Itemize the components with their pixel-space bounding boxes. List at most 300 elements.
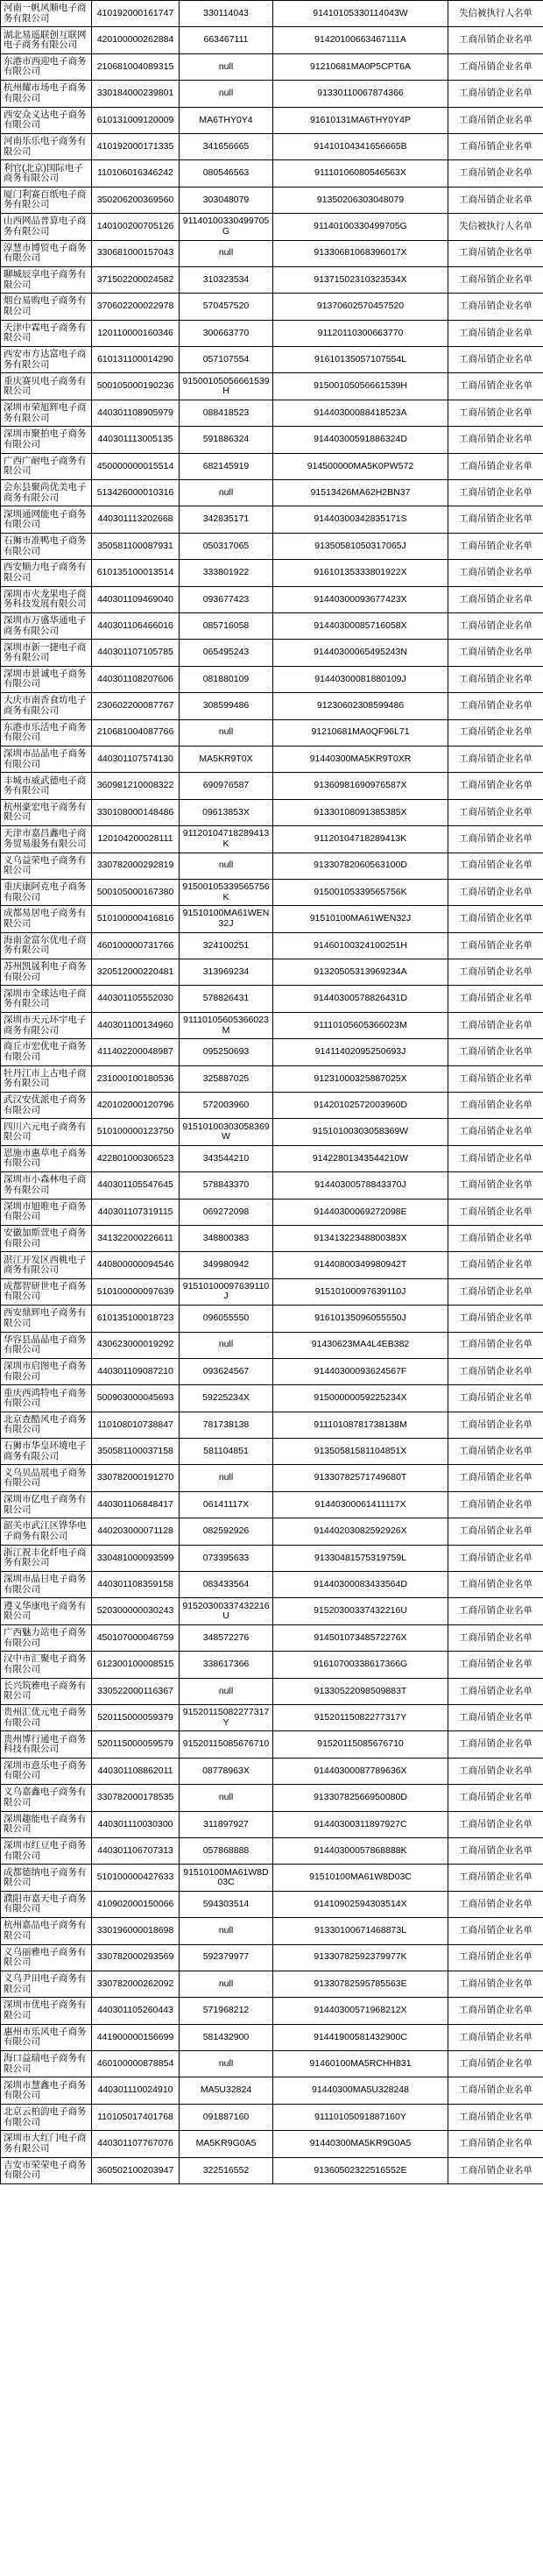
credit-code-cell: 91330782571749680T	[273, 1465, 448, 1491]
credit-code-cell: 91450107348572276X	[273, 1624, 448, 1651]
company-name-cell: 深圳市意乐电子商务有限公司	[1, 1758, 92, 1784]
company-name-cell: 汉中市汇聚电子商务有限公司	[1, 1652, 92, 1678]
company-name-cell: 重庆西鸿特电子商务有限公司	[1, 1385, 92, 1412]
table-row	[1, 693, 543, 719]
table-row	[1, 640, 543, 666]
company-name-cell: 深圳市景诚电子商务有限公司	[1, 666, 92, 692]
registration-number-cell: 610131009120009	[92, 107, 180, 133]
organization-code-cell: 085716058	[180, 612, 273, 639]
registration-number-cell: 612300100008515	[92, 1652, 180, 1678]
credit-code-cell: 91210681MA0P5CPT6A	[273, 53, 448, 80]
credit-code-cell: 91440300069272098E	[273, 1199, 448, 1225]
organization-code-cell: 08778963X	[180, 1758, 273, 1784]
registration-number-cell: 440301105260443	[92, 1998, 180, 2024]
registration-number-cell: 350206200369560	[92, 187, 180, 213]
table-row	[1, 1944, 543, 1971]
organization-code-cell: 91510100MA61W8D03C	[180, 1865, 273, 1891]
organization-code-cell: 591886324	[180, 427, 273, 453]
table-row	[1, 773, 543, 799]
credit-code-cell: 91500000059225234X	[273, 1385, 448, 1412]
credit-code-cell: 91440300311897927C	[273, 1811, 448, 1837]
organization-code-cell: 330114043	[180, 1, 273, 27]
company-name-cell: 恩施市惠草电子商务有限公司	[1, 1145, 92, 1171]
organization-code-cell: 088418523	[180, 400, 273, 426]
table-row	[1, 27, 543, 53]
registration-number-cell: 440301110030300	[92, 1811, 180, 1837]
credit-code-cell: 91410104341656665B	[273, 133, 448, 159]
company-name-cell: 吉安市荣荣电子商务有限公司	[1, 2157, 92, 2183]
company-name-cell: 深圳市大红门电子商务有限公司	[1, 2131, 92, 2157]
registration-number-cell: 330782000292819	[92, 853, 180, 879]
organization-code-cell: 095250693	[180, 1039, 273, 1065]
company-name-cell: 浙江祝丰化纤电子商务有限公司	[1, 1545, 92, 1571]
company-name-cell: 成都易居电子商务有限公司	[1, 906, 92, 932]
registration-number-cell: 440203000071128	[92, 1518, 180, 1545]
status-cell: 工商吊销企业名单	[448, 1278, 543, 1305]
table-row	[1, 560, 543, 586]
organization-code-cell: 59225234X	[180, 1385, 273, 1412]
registration-number-cell: 513426000010316	[92, 480, 180, 506]
organization-code-cell: 342835171	[180, 506, 273, 533]
status-cell: 失信被执行人名单	[448, 214, 543, 240]
table-row	[1, 1439, 543, 1465]
company-name-cell: 韶关市武江区铧华电子商务有限公司	[1, 1518, 92, 1545]
organization-code-cell: 057107554	[180, 347, 273, 373]
organization-code-cell: 91510100097639110J	[180, 1278, 273, 1305]
company-name-cell: 淳慧市博贸电子商务有限公司	[1, 240, 92, 266]
company-name-cell: 广西魅力站电子商务有限公司	[1, 1624, 92, 1651]
registration-number-cell: 510100000427633	[92, 1865, 180, 1891]
organization-code-cell: 682145919	[180, 453, 273, 479]
company-name-cell: 深圳市品晶电子商务有限公司	[1, 746, 92, 772]
credit-code-cell: 91330782592379977K	[273, 1944, 448, 1971]
organization-code-cell: 324100251	[180, 932, 273, 959]
table-row	[1, 266, 543, 293]
status-cell: 工商吊销企业名单	[448, 959, 543, 986]
registration-number-cell: 610135100013514	[92, 560, 180, 586]
table-row	[1, 1971, 543, 1997]
status-cell: 工商吊销企业名单	[448, 2104, 543, 2130]
organization-code-cell: 592379977	[180, 1944, 273, 1971]
credit-code-cell: 91440300342835171S	[273, 506, 448, 533]
registration-number-cell: 231000100180536	[92, 1065, 180, 1092]
status-cell: 工商吊销企业名单	[448, 1785, 543, 1811]
registration-number-cell: 370602200022978	[92, 294, 180, 320]
registration-number-cell: 440301108862011	[92, 1758, 180, 1784]
table-row	[1, 1598, 543, 1624]
credit-code-cell: 91610135333801922X	[273, 560, 448, 586]
organization-code-cell: 91140100330499705G	[180, 214, 273, 240]
organization-code-cell: 578843370	[180, 1172, 273, 1199]
table-row	[1, 1491, 543, 1518]
status-cell: 工商吊销企业名单	[448, 1705, 543, 1731]
organization-code-cell: null	[180, 719, 273, 746]
credit-code-cell: 91420100663467111A	[273, 27, 448, 53]
organization-code-cell: 348800383	[180, 1225, 273, 1251]
company-name-cell: 深圳趣能电子商务有限公司	[1, 1811, 92, 1837]
organization-code-cell: 308599486	[180, 693, 273, 719]
company-name-cell: 惠州市乐风电子商务有限公司	[1, 2024, 92, 2050]
organization-code-cell: 91120104718289413K	[180, 826, 273, 853]
table-row	[1, 1385, 543, 1412]
company-name-cell: 北京云柏韵电子商务有限公司	[1, 2104, 92, 2130]
company-name-cell: 河南一帆风顺电子商务有限公司	[1, 1, 92, 27]
registration-number-cell: 330108000148486	[92, 799, 180, 825]
status-cell: 工商吊销企业名单	[448, 666, 543, 692]
credit-code-cell: 91440203082592926X	[273, 1518, 448, 1545]
table-row	[1, 1652, 543, 1678]
registration-number-cell: 440301107319115	[92, 1199, 180, 1225]
status-cell: 工商吊销企业名单	[448, 1598, 543, 1624]
credit-code-cell: 91330108091385385X	[273, 799, 448, 825]
table-row	[1, 1065, 543, 1092]
credit-code-cell: 91500105339565756K	[273, 879, 448, 905]
credit-code-cell: 91440300MA5KR9G0A5	[273, 2131, 448, 2157]
status-cell: 工商吊销企业名单	[448, 453, 543, 479]
company-name-cell: 广西广耐电子商务有限公司	[1, 453, 92, 479]
organization-code-cell: 313969234	[180, 959, 273, 986]
status-cell: 工商吊销企业名单	[448, 373, 543, 400]
table-row	[1, 1545, 543, 1571]
organization-code-cell: 341656665	[180, 133, 273, 159]
organization-code-cell: null	[180, 480, 273, 506]
registration-number-cell: 440301106707313	[92, 1837, 180, 1864]
registration-number-cell: 440301113202668	[92, 506, 180, 533]
company-name-cell: 深圳市启图电子商务有限公司	[1, 1358, 92, 1384]
status-cell: 工商吊销企业名单	[448, 1837, 543, 1864]
company-name-cell: 西安众义达电子商务有限公司	[1, 107, 92, 133]
table-row	[1, 2077, 543, 2104]
table-row	[1, 160, 543, 187]
company-name-cell: 河南乐乐电子商务有限公司	[1, 133, 92, 159]
registration-number-cell: 330782000293569	[92, 1944, 180, 1971]
credit-code-cell: 91440300MA5U328248	[273, 2077, 448, 2104]
table-row	[1, 1412, 543, 1438]
organization-code-cell: MA5KR9T0X	[180, 746, 273, 772]
organization-code-cell: 349980942	[180, 1252, 273, 1278]
status-cell: 工商吊销企业名单	[448, 2157, 543, 2183]
company-name-cell: 深圳通网能电子商务有限公司	[1, 506, 92, 533]
credit-code-cell: 91341322348800383X	[273, 1225, 448, 1251]
registration-number-cell: 500105000190236	[92, 373, 180, 400]
credit-code-cell: 91370602570457520	[273, 294, 448, 320]
table-row	[1, 2024, 543, 2050]
status-cell: 工商吊销企业名单	[448, 1119, 543, 1145]
registration-number-cell: 510100000097639	[92, 1278, 180, 1305]
company-name-cell: 牡丹江市上古电子商务有限公司	[1, 1065, 92, 1092]
credit-code-cell: 91430623MA4L4EB382	[273, 1332, 448, 1358]
credit-code-cell: 914500000MA5K0PW572	[273, 453, 448, 479]
company-name-cell: 义乌丽雅电子商务有限公司	[1, 1944, 92, 1971]
registration-number-cell: 440800000094546	[92, 1252, 180, 1278]
organization-code-cell: null	[180, 1918, 273, 1944]
credit-code-cell: 91610131MA6THY0Y4P	[273, 107, 448, 133]
status-cell: 工商吊销企业名单	[448, 1491, 543, 1518]
table-row	[1, 1758, 543, 1784]
credit-code-cell: 91330782595785563E	[273, 1971, 448, 1997]
organization-code-cell: 096055550	[180, 1306, 273, 1332]
organization-code-cell: 080546563	[180, 160, 273, 187]
status-cell: 工商吊销企业名单	[448, 1039, 543, 1065]
status-cell: 工商吊销企业名单	[448, 107, 543, 133]
credit-code-cell: 91440300057868888K	[273, 1837, 448, 1864]
status-cell: 工商吊销企业名单	[448, 133, 543, 159]
credit-code-cell: 91360502322516552E	[273, 2157, 448, 2183]
company-name-cell: 海南金富尔优电子商务有限公司	[1, 932, 92, 959]
registration-number-cell: 120104200028111	[92, 826, 180, 853]
status-cell: 工商吊销企业名单	[448, 879, 543, 905]
company-name-cell: 聊城辰享电子商务有限公司	[1, 266, 92, 293]
registration-number-cell: 410902000150066	[92, 1891, 180, 1917]
status-cell: 工商吊销企业名单	[448, 906, 543, 932]
company-name-cell: 重庆赛贝电子商务有限公司	[1, 373, 92, 400]
company-name-cell: 成都智研世电子商务有限公司	[1, 1278, 92, 1305]
registration-number-cell: 210681004089315	[92, 53, 180, 80]
status-cell: 工商吊销企业名单	[448, 480, 543, 506]
company-name-cell: 深圳市火龙果电子商务科技发展有限公司	[1, 586, 92, 612]
table-row	[1, 294, 543, 320]
status-cell: 工商吊销企业名单	[448, 81, 543, 107]
credit-code-cell: 91110105605366023M	[273, 1012, 448, 1038]
credit-code-cell: 91510100097639110J	[273, 1278, 448, 1305]
status-cell: 工商吊销企业名单	[448, 1971, 543, 1997]
status-cell: 工商吊销企业名单	[448, 1918, 543, 1944]
organization-code-cell: 311897927	[180, 1811, 273, 1837]
credit-code-cell: 91440300MA5KR9T0XR	[273, 746, 448, 772]
organization-code-cell: 065495243	[180, 640, 273, 666]
company-name-cell: 长兴筑雅电子商务有限公司	[1, 1678, 92, 1704]
credit-code-cell: 91210681MA0QF96L71	[273, 719, 448, 746]
credit-code-cell: 91440300093624567F	[273, 1358, 448, 1384]
company-name-cell: 深圳市旭唯电子商务有限公司	[1, 1199, 92, 1225]
company-name-cell: 利官(北京)国际电子商务有限公司	[1, 160, 92, 187]
status-cell: 工商吊销企业名单	[448, 1624, 543, 1651]
company-name-cell: 深圳市聚拍电子商务有限公司	[1, 427, 92, 453]
credit-code-cell: 91330100671468873L	[273, 1918, 448, 1944]
registration-number-cell: 341322000226611	[92, 1225, 180, 1251]
credit-code-cell: 91330110067874366	[273, 81, 448, 107]
company-name-cell: 重庆康阿克电子商务有限公司	[1, 879, 92, 905]
organization-code-cell: 343544210	[180, 1145, 273, 1171]
company-name-cell: 山西网品普算电子商务有限公司	[1, 214, 92, 240]
credit-code-cell: 91110106080546563X	[273, 160, 448, 187]
table-row	[1, 799, 543, 825]
table-row	[1, 1225, 543, 1251]
credit-code-cell: 91440300065495243N	[273, 640, 448, 666]
company-name-cell: 安徽加斯萱电子商务有限公司	[1, 1225, 92, 1251]
table-row	[1, 2157, 543, 2183]
status-cell: 工商吊销企业名单	[448, 160, 543, 187]
organization-code-cell: 594303514	[180, 1891, 273, 1917]
table-row	[1, 986, 543, 1012]
table-row	[1, 586, 543, 612]
registration-number-cell: 330782000262092	[92, 1971, 180, 1997]
status-cell: 工商吊销企业名单	[448, 1412, 543, 1438]
company-name-cell: 商丘市宏优电子商务有限公司	[1, 1039, 92, 1065]
registration-number-cell: 520115000059579	[92, 1731, 180, 1758]
credit-code-cell: 91330681068396017X	[273, 240, 448, 266]
credit-code-cell: 91360981690976587X	[273, 773, 448, 799]
company-name-cell: 义乌益荣电子商务有限公司	[1, 853, 92, 879]
table-row	[1, 533, 543, 559]
credit-code-cell: 91440300081880109J	[273, 666, 448, 692]
company-name-cell: 深圳市全球达电子商务有限公司	[1, 986, 92, 1012]
table-row	[1, 1358, 543, 1384]
organization-code-cell: 91520115082277317Y	[180, 1705, 273, 1731]
status-cell: 工商吊销企业名单	[448, 427, 543, 453]
organization-code-cell: null	[180, 1465, 273, 1491]
status-cell: 工商吊销企业名单	[448, 187, 543, 213]
company-name-cell: 义乌嘉鑫电子商务有限公司	[1, 1785, 92, 1811]
company-name-cell: 深圳市新一捷电子商务有限公司	[1, 640, 92, 666]
table-row	[1, 320, 543, 346]
status-cell: 工商吊销企业名单	[448, 986, 543, 1012]
organization-code-cell: null	[180, 1785, 273, 1811]
table-row	[1, 853, 543, 879]
credit-code-cell: 91441900581432900C	[273, 2024, 448, 2050]
company-name-cell: 武汉安优派电子商务有限公司	[1, 1093, 92, 1119]
registration-number-cell: 510100000416816	[92, 906, 180, 932]
credit-code-cell: 91410105330114043W	[273, 1, 448, 27]
company-name-cell: 深圳市亿电子商务有限公司	[1, 1491, 92, 1518]
organization-code-cell: 083433564	[180, 1572, 273, 1598]
credit-code-cell: 91610135057107554L	[273, 347, 448, 373]
table-row	[1, 1199, 543, 1225]
credit-code-cell: 91330782060563100D	[273, 853, 448, 879]
credit-code-cell: 91231000325887025X	[273, 1065, 448, 1092]
table-row	[1, 1, 543, 27]
status-cell: 工商吊销企业名单	[448, 1199, 543, 1225]
status-cell: 工商吊销企业名单	[448, 2077, 543, 2104]
company-name-cell: 湛江开发区西桃电子商务有限公司	[1, 1252, 92, 1278]
credit-code-cell: 91440300578826431D	[273, 986, 448, 1012]
credit-code-cell: 91610700338617366G	[273, 1652, 448, 1678]
registration-number-cell: 440301109469040	[92, 586, 180, 612]
organization-code-cell: 082592926	[180, 1518, 273, 1545]
credit-code-cell: 91320505313969234A	[273, 959, 448, 986]
status-cell: 工商吊销企业名单	[448, 1172, 543, 1199]
credit-code-cell: 91420102572003960D	[273, 1093, 448, 1119]
table-row	[1, 666, 543, 692]
registration-number-cell: 411402200048987	[92, 1039, 180, 1065]
table-row	[1, 1731, 543, 1758]
company-name-cell: 烟台易购电子商务有限公司	[1, 294, 92, 320]
credit-code-cell: 91510100MA61WEN32J	[273, 906, 448, 932]
company-name-cell: 杭州嘉品电子商务有限公司	[1, 1918, 92, 1944]
status-cell: 工商吊销企业名单	[448, 586, 543, 612]
status-cell: 工商吊销企业名单	[448, 1306, 543, 1332]
registration-number-cell: 330481000093599	[92, 1545, 180, 1571]
credit-code-cell: 91350581581104851X	[273, 1439, 448, 1465]
credit-code-cell: 91440300088418523A	[273, 400, 448, 426]
organization-code-cell: 581104851	[180, 1439, 273, 1465]
organization-code-cell: 093624567	[180, 1358, 273, 1384]
status-cell: 工商吊销企业名单	[448, 1811, 543, 1837]
registration-number-cell: 440301113005135	[92, 427, 180, 453]
status-cell: 工商吊销企业名单	[448, 533, 543, 559]
company-name-cell: 石狮市华皇环境电子商务有限公司	[1, 1439, 92, 1465]
credit-code-cell: 91440300083433564D	[273, 1572, 448, 1598]
organization-code-cell: 069272098	[180, 1199, 273, 1225]
credit-code-cell: 91510100MA61W8D03C	[273, 1865, 448, 1891]
status-cell: 工商吊销企业名单	[448, 560, 543, 586]
company-name-cell: 厦门利赛百纸电子商务有限公司	[1, 187, 92, 213]
credit-code-cell: 91520115082277317Y	[273, 1705, 448, 1731]
registration-number-cell: 420102000120796	[92, 1093, 180, 1119]
credit-code-cell: 91350581050317065J	[273, 533, 448, 559]
company-name-cell: 杭州豪宏电子商务有限公司	[1, 799, 92, 825]
credit-code-cell: 91440300061411117X	[273, 1491, 448, 1518]
company-name-cell: 深圳市慧鑫电子商务有限公司	[1, 2077, 92, 2104]
table-row	[1, 879, 543, 905]
status-cell: 工商吊销企业名单	[448, 1332, 543, 1358]
table-row	[1, 1332, 543, 1358]
table-row	[1, 400, 543, 426]
table-row	[1, 906, 543, 932]
status-cell: 工商吊销企业名单	[448, 240, 543, 266]
registration-number-cell: 410192000161747	[92, 1, 180, 27]
status-cell: 工商吊销企业名单	[448, 1358, 543, 1384]
organization-code-cell: 333801922	[180, 560, 273, 586]
table-row	[1, 1624, 543, 1651]
company-name-cell: 东港市乐活电子商务有限公司	[1, 719, 92, 746]
organization-code-cell: 338617366	[180, 1652, 273, 1678]
status-cell: 工商吊销企业名单	[448, 266, 543, 293]
credit-code-cell: 91440300085716058X	[273, 612, 448, 639]
organization-code-cell: MA6THY0Y4	[180, 107, 273, 133]
company-name-cell: 深圳市小森林电子商务有限公司	[1, 1172, 92, 1199]
registration-number-cell: 440301106848417	[92, 1491, 180, 1518]
table-row	[1, 453, 543, 479]
registration-number-cell: 210681004087766	[92, 719, 180, 746]
status-cell: 工商吊销企业名单	[448, 1865, 543, 1891]
company-name-cell: 天津市嘉昌鑫电子商务贸易服务有限公司	[1, 826, 92, 853]
registration-number-cell: 440301107105785	[92, 640, 180, 666]
credit-code-cell: 91330481575319759L	[273, 1545, 448, 1571]
table-row	[1, 1678, 543, 1704]
table-row	[1, 1918, 543, 1944]
registration-number-cell: 422801000306523	[92, 1145, 180, 1171]
credit-code-cell: 91610135096055550J	[273, 1306, 448, 1332]
credit-code-cell: 91330782566950080D	[273, 1785, 448, 1811]
table-row	[1, 1811, 543, 1837]
credit-code-cell: 91440300093677423X	[273, 586, 448, 612]
organization-code-cell: 325887025	[180, 1065, 273, 1092]
registration-number-cell: 440301107767076	[92, 2131, 180, 2157]
organization-code-cell: 300663770	[180, 320, 273, 346]
company-name-cell: 北京查酷风电子商务有限公司	[1, 1412, 92, 1438]
registration-number-cell: 110105017401768	[92, 2104, 180, 2130]
status-cell: 工商吊销企业名单	[448, 2051, 543, 2077]
organization-code-cell: 91520115085676710	[180, 1731, 273, 1758]
table-row	[1, 826, 543, 853]
status-cell: 工商吊销企业名单	[448, 826, 543, 853]
table-row	[1, 1518, 543, 1545]
company-name-cell: 湖北易遥联创互联网电子商务有限公司	[1, 27, 92, 53]
status-cell: 工商吊销企业名单	[448, 853, 543, 879]
company-name-cell: 成都德纳电子商务有限公司	[1, 1865, 92, 1891]
table-row	[1, 2104, 543, 2130]
organization-code-cell: 091887160	[180, 2104, 273, 2130]
company-name-cell: 华容县晶晶电子商务有限公司	[1, 1332, 92, 1358]
status-cell: 工商吊销企业名单	[448, 1145, 543, 1171]
company-name-cell: 苏州凯晟利电子商务有限公司	[1, 959, 92, 986]
status-cell: 工商吊销企业名单	[448, 1678, 543, 1704]
company-name-cell: 丰城市威武德电子商务有限公司	[1, 773, 92, 799]
status-cell: 工商吊销企业名单	[448, 1652, 543, 1678]
credit-code-cell: 91500105056661539H	[273, 373, 448, 400]
status-cell: 工商吊销企业名单	[448, 640, 543, 666]
